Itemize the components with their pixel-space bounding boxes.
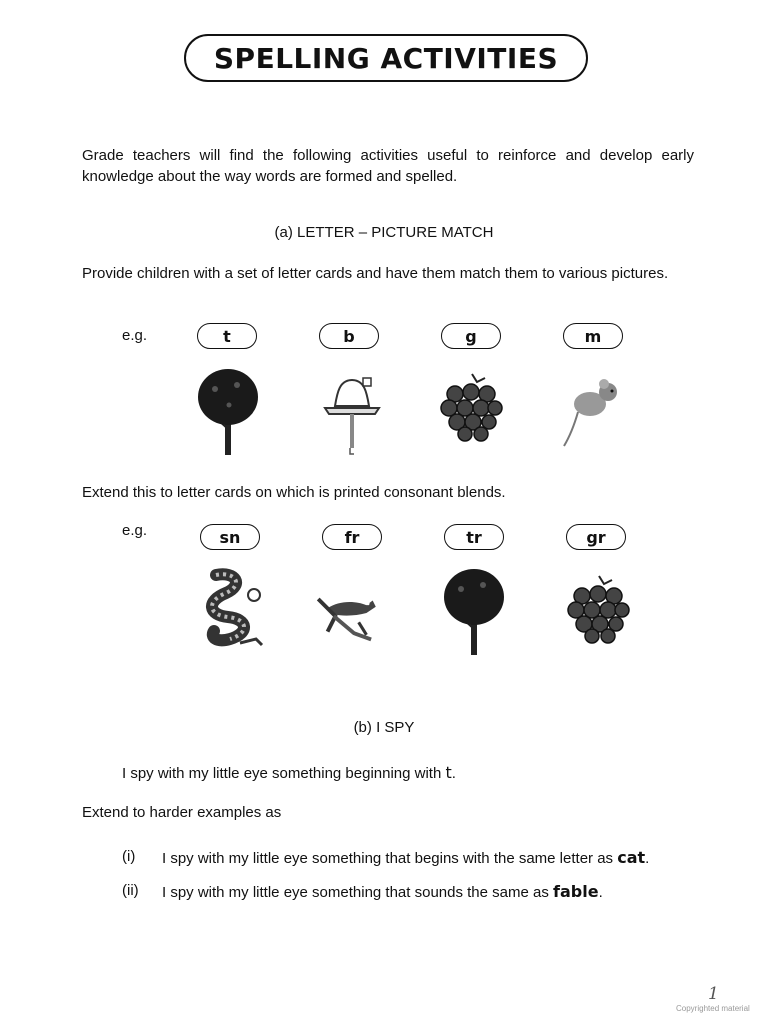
blend-card-fr: fr <box>322 524 382 550</box>
title-banner <box>184 34 588 82</box>
mouse-icon <box>560 370 630 460</box>
letter-card-g: g <box>441 323 501 349</box>
i-spy-line <box>122 763 456 782</box>
i-spy-text: I spy with my little eye something beginning with <box>122 765 446 782</box>
section-a-instruction: Provide children with a set of letter cards and have them match them to various pictures. <box>82 265 669 282</box>
section-b-heading: (b) I SPY <box>353 719 415 736</box>
blend-card-gr: gr <box>566 524 626 550</box>
i-spy-end: . <box>451 765 456 782</box>
letter-card-b: b <box>319 323 379 349</box>
letter-card-t: t <box>197 323 257 349</box>
page-number: 1 <box>708 984 719 1004</box>
blend-eg-label: e.g. <box>122 522 148 539</box>
example-i-word: cat <box>617 848 646 867</box>
blend-card-sn: sn <box>200 524 260 550</box>
snake-icon <box>196 565 266 655</box>
tree-icon <box>439 567 509 657</box>
extend-blends: Extend this to letter cards on which is printed consonant blends. <box>82 484 506 501</box>
example-i-text: I spy with my little eye something that begins with the same letter as <box>162 850 618 867</box>
grapes-icon <box>437 370 507 460</box>
example-ii-num: (ii) <box>122 882 139 899</box>
example-ii-word: fable <box>553 882 599 901</box>
example-i-num: (i) <box>122 848 136 865</box>
copyright-notice: Copyrighted material <box>676 1004 750 1013</box>
example-ii <box>162 882 603 901</box>
example-i <box>162 848 649 867</box>
example-ii-text: I spy with my little eye something that sounds the same as <box>162 884 554 901</box>
bell-icon <box>317 372 387 462</box>
section-a-heading: (a) LETTER – PICTURE MATCH <box>274 224 494 241</box>
example-ii-end: . <box>598 884 603 901</box>
frog-icon <box>312 575 382 665</box>
intro-paragraph: Grade teachers will find the following activities useful to reinforce and develop early knowledge about the way words are formed and spelled. <box>82 147 694 185</box>
extend-harder: Extend to harder examples as <box>82 804 282 821</box>
example-i-end: . <box>645 850 650 867</box>
tree-icon <box>193 367 263 457</box>
i-spy-letter: t <box>445 763 452 782</box>
eg-label: e.g. <box>122 327 148 344</box>
blend-card-tr: tr <box>444 524 504 550</box>
page-title: SPELLING ACTIVITIES <box>213 41 559 75</box>
grapes-icon <box>564 572 634 662</box>
letter-card-m: m <box>563 323 623 349</box>
